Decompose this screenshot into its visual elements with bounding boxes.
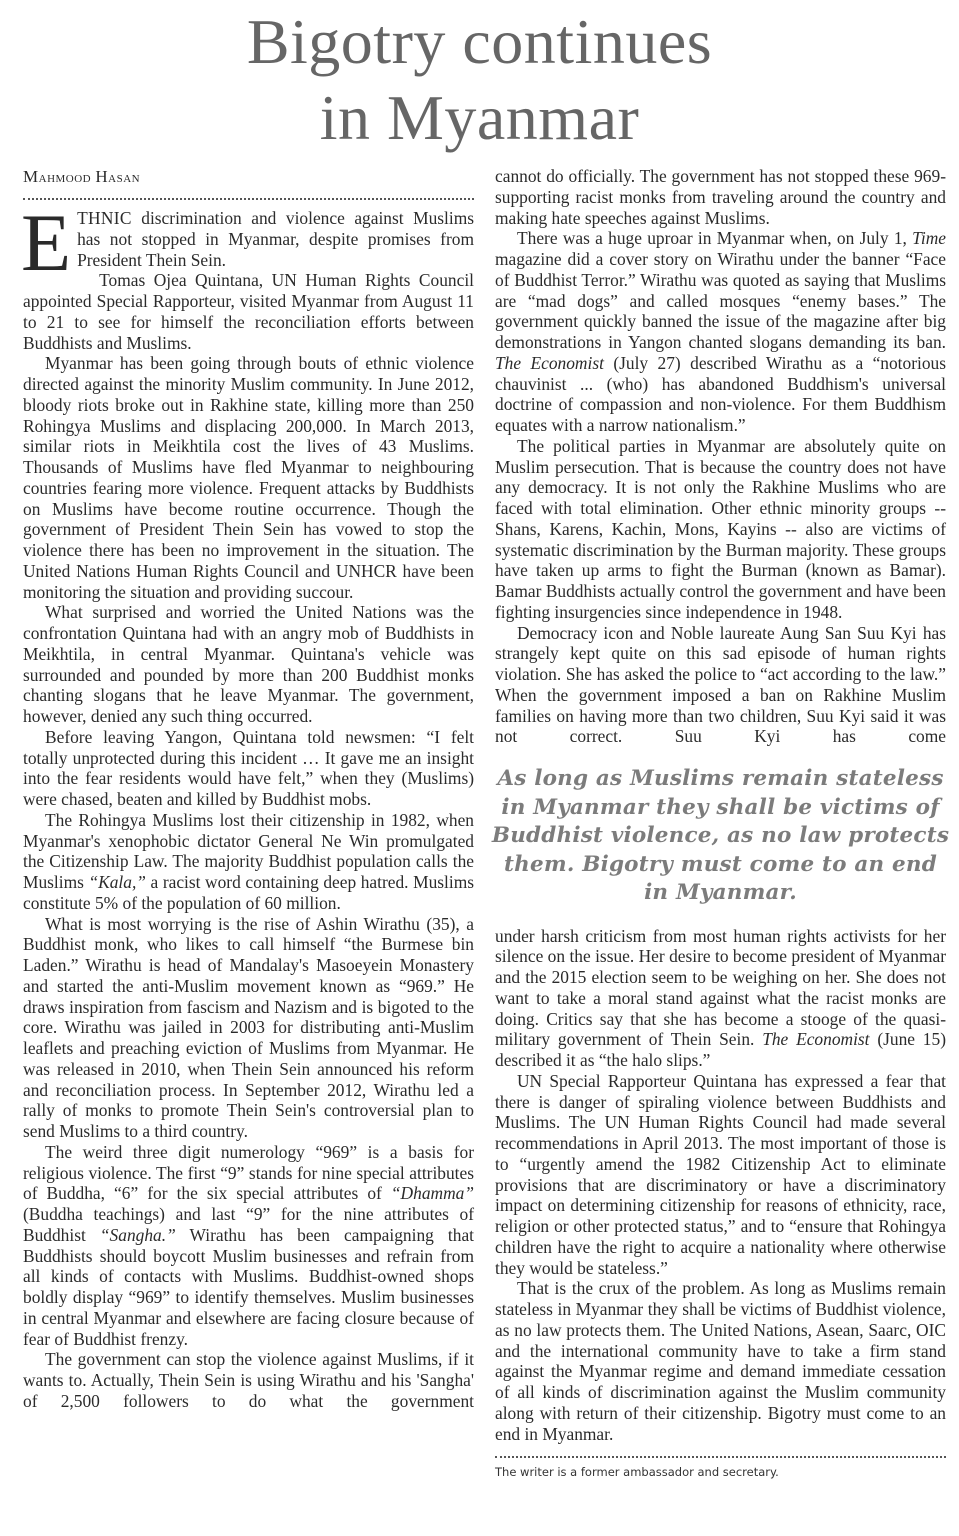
byline-divider xyxy=(23,198,474,200)
paragraph-confrontation: What surprised and worried the United Nations was the confrontation Quintana had with an angry mob of Buddhists in Meikhtila, in central Myanmar. Quintana's vehicle was surrounded and pounded by more than 200 Buddhist monks chanting slogans that he leave Myanmar. The government, however, denied any such thing occurred. xyxy=(23,602,474,726)
paragraph-time-magazine: There was a huge uproar in Myanmar when, on July 1, Time magazine did a cover story on Wirathu under the banner “Face of Buddhist Terror.” Wirathu was quoted as saying that Muslims are “mad dogs” and called mosques “enemy bases.” The government quickly banned the issue of the magazine after big demonstrations in Yangon chanted slogans demanding its ban. The Economist (July 27) described Wirathu as a “notorious chauvinist ... (who) has abandoned Buddhism's universal doctrine of compassion and non-violence. For them Buddhism equates with a narrow nationalism.” xyxy=(495,228,946,435)
drop-cap: E xyxy=(21,197,72,288)
footer-divider xyxy=(495,1456,946,1458)
paragraph-government: The government can stop the violence against Muslims, if it wants to. Actually, Thein Sein is using Wirathu and his 'Sangha' of 2,500 followers to do what the government xyxy=(23,1349,474,1411)
article-headline xyxy=(0,4,959,156)
paragraph-quote: Before leaving Yangon, Quintana told newsmen: “I felt totally unprotected during this incident … It gave me an insight into the fear residents would have felt,” when they (Muslims) were chased, beaten and killed by Buddhist mobs. xyxy=(23,726,474,809)
headline-line-2: in Myanmar xyxy=(319,82,640,153)
paragraph-un-recommendations: UN Special Rapporteur Quintana has expressed a fear that there is danger of spiraling violence between Buddhists and Muslims. The UN Human Rights Council had made several recommendations in April 2013. The most important of those is to “urgently amend the 1982 Citizenship Act to eliminate provisions that are discriminatory or have a discriminatory impact on determining citizenship for reasons of ethnicity, race, religion or other protected status,” and to “ensure that Rohingya children have the right to acquire a nationality where otherwise they would be stateless.” xyxy=(495,1070,946,1278)
paragraph-quintana-visit: Tomas Ojea Quintana, UN Human Rights Council appointed Special Rapporteur, visited Myanmar from August 11 to 21 to see for himself the reconciliation efforts between Buddhists and Muslims. xyxy=(23,270,474,353)
paragraph-wirathu: What is most worrying is the rise of Ashin Wirathu (35), a Buddhist monk, who likes to call himself “the Burmese bin Laden.” Wirathu is head of Mandalay's Masoeyein Monastery and started the anti-Muslim movement known as “969.” He draws inspiration from fascism and Nazism and is bigoted to the core. Wirathu was jailed in 2003 for distributing anti-Muslim leaflets and preaching eviction of Muslims from Myanmar. He was released in 2010, when Thein Sein announced his reform and reconciliation process. In September 2012, Wirathu led a rally of monks to promote Thein Sein's controversial plan to send Muslims to a third country. xyxy=(23,913,474,1141)
paragraph-suu-kyi: Democracy icon and Noble laureate Aung San Suu Kyi has strangely kept quite on this sad episode of human rights violation. She has asked the police to “act according to the law.” When the government imposed a ban on Rakhine Muslim families on having more than two children, Suu Kyi said it was not correct. Suu Kyi has come xyxy=(495,622,946,747)
lead-paragraph: ETHNIC discrimination and violence against Muslims has not stopped in Myanmar, despite promises from President Thein Sein. xyxy=(21,197,474,288)
paragraph-suu-kyi-continued: under harsh criticism from most human rights activists for her silence on the issue. Her desire to become president of Myanmar and the 2015 election seem to be weighing on her. She does not want to take a moral stand against what the racist monks are doing. Critics say that she has become a stooge of the quasi-military government of Thein Sein. The Economist (June 15) described it as “the halo slips.” xyxy=(495,925,946,1070)
author-byline: Mahmood Hasan xyxy=(23,167,141,186)
pull-quote: As long as Muslims remain stateless in Myanmar they shall be victims of Buddhist violence, as no law protects them. Bigotry must come to an end in Myanmar. xyxy=(491,766,950,905)
right-column xyxy=(491,166,950,1480)
headline-line-1: Bigotry continues xyxy=(246,6,713,77)
paragraph-continued: cannot do officially. The government has not stopped these 969-supporting racist monks from traveling around the country and making hate speeches against Muslims. xyxy=(495,166,946,228)
paragraph-political-parties: The political parties in Myanmar are absolutely quite on Muslim persecution. That is because the country does not have any democracy. It is not only the Rakhine Muslims who are faced with total elimination. Other ethnic minority groups -- Shans, Karens, Kachin, Mons, Kayins -- also are victims of systematic discrimination by the Burman majority. These groups have taken up arms to fight the Burman (known as Bamar). Bamar Buddhists actually control the government and have been fighting insurgencies since independence in 1948. xyxy=(495,435,946,622)
paragraph-conclusion: That is the crux of the problem. As long as Muslims remain stateless in Myanmar they shall be victims of Buddhist violence, as no law protects them. The United Nations, Asean, Saarc, OIC and the international community have to take a firm stand against the Myanmar regime and demand immediate cessation of all kinds of discrimination against the Muslim community along with return of their citizenship. Bigotry must come to an end in Myanmar. xyxy=(495,1278,946,1444)
paragraph-citizenship: The Rohingya Muslims lost their citizenship in 1982, when Myanmar's xenophobic dictator General Ne Win promulgated the Citizenship Law. The majority Buddhist population calls the Muslims “Kala,” a racist word containing deep hatred. Muslims constitute 5% of the population of 60 million. xyxy=(23,809,474,913)
author-footnote: The writer is a former ambassador and secretary. xyxy=(495,1465,779,1480)
paragraph-violence: Myanmar has been going through bouts of ethnic violence directed against the minority Muslim community. In June 2012, bloody riots broke out in Rakhine state, killing more than 250 Rohingya Muslims and displacing 200,000. In March 2013, similar riots in Meikhtila cost the lives of 43 Muslims. Thousands of Muslims have fled Myanmar to neighbouring countries fearing more violence. Frequent attacks by Buddhists on Muslims have become routine occurrence. Though the government of President Thein Sein has vowed to stop the violence there has been no improvement in the situation. The United Nations Human Rights Council and UNHCR have been monitoring the situation and providing succour. xyxy=(23,353,474,602)
left-column xyxy=(23,166,474,1412)
paragraph-969: The weird three digit numerology “969” is a basis for religious violence. The first “9” stands for nine special attributes of Buddha, “6” for the six special attributes of “Dhamma” (Buddha teachings) and last “9” for the nine attributes of Buddhist “Sangha.” Wirathu has been campaigning that Buddhists should boycott Muslim businesses and refrain from all kinds of contacts with Muslims. Buddhist-owned shops boldly display “969” to identify themselves. Muslim businesses in central Myanmar and elsewhere are facing closure because of fear of Buddhist frenzy. xyxy=(23,1141,474,1349)
